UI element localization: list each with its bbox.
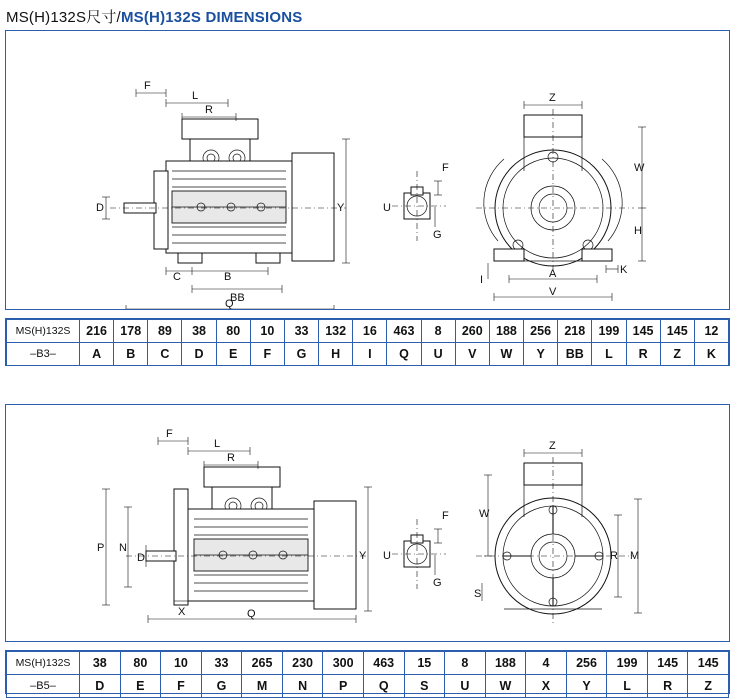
dim-label-Y-b3: Y xyxy=(337,202,345,214)
b5-drawing-panel xyxy=(5,404,730,642)
b3-value-18: 12 xyxy=(694,320,728,343)
b3-value-16: 145 xyxy=(626,320,660,343)
b3-value-2: 89 xyxy=(148,320,182,343)
b3-letter-4: E xyxy=(216,343,250,366)
dim-label-Q-b5: Q xyxy=(247,608,256,620)
b5-letter-14: R xyxy=(647,675,688,698)
b5-letter-4: M xyxy=(242,675,283,698)
b3-letter-17: Z xyxy=(660,343,694,366)
b5-type-label: –B5– xyxy=(7,675,80,698)
dim-label-U-b5: U xyxy=(383,550,391,562)
b3-value-3: 38 xyxy=(182,320,216,343)
b5-letter-5: N xyxy=(282,675,323,698)
b3-row-label: MS(H)132S xyxy=(7,320,80,343)
b3-value-17: 145 xyxy=(660,320,694,343)
page-title xyxy=(6,6,302,27)
dim-label-W-b5: W xyxy=(479,508,490,520)
dim-label-Z-b3: Z xyxy=(549,92,556,104)
dim-label-U-b3: U xyxy=(383,202,391,214)
b3-drawing xyxy=(6,31,729,309)
b3-letter-0: A xyxy=(80,343,114,366)
b3-value-12: 188 xyxy=(489,320,523,343)
b3-value-11: 260 xyxy=(455,320,489,343)
b3-value-14: 218 xyxy=(558,320,592,343)
b3-value-9: 463 xyxy=(387,320,421,343)
b3-letter-9: Q xyxy=(387,343,421,366)
dim-label-L-b3: L xyxy=(192,90,199,102)
b3-letter-15: L xyxy=(592,343,626,366)
dim-label-Y-b5: Y xyxy=(359,550,367,562)
table-row xyxy=(7,675,729,698)
b3-letter-2: C xyxy=(148,343,182,366)
b5-dimension-table xyxy=(6,651,729,698)
dim-label-Q-b3: Q xyxy=(225,298,234,309)
b5-letter-11: X xyxy=(526,675,567,698)
dim-label-C-b3: C xyxy=(173,271,181,283)
b5-value-8: 15 xyxy=(404,652,445,675)
b5-letter-6: P xyxy=(323,675,364,698)
b5-value-1: 80 xyxy=(120,652,161,675)
dim-label-P-b5: P xyxy=(97,542,105,554)
b5-value-4: 265 xyxy=(242,652,283,675)
b5-letter-12: Y xyxy=(566,675,607,698)
page-title-en: MS(H)132S DIMENSIONS xyxy=(120,9,303,26)
b5-letter-7: Q xyxy=(363,675,404,698)
b3-value-7: 132 xyxy=(319,320,353,343)
b3-value-13: 256 xyxy=(524,320,558,343)
b5-letter-1: E xyxy=(120,675,161,698)
b3-letter-7: H xyxy=(319,343,353,366)
b5-value-15: 145 xyxy=(688,652,729,675)
dim-label-F-b3: F xyxy=(144,80,151,92)
b5-letter-3: G xyxy=(201,675,242,698)
dim-label-A-b3: A xyxy=(549,268,557,280)
dim-label-R-b3: R xyxy=(205,104,213,116)
b5-value-6: 300 xyxy=(323,652,364,675)
b3-drawing-panel xyxy=(5,30,730,310)
dim-label-B-b3: B xyxy=(224,271,232,283)
b3-letter-18: K xyxy=(694,343,728,366)
dim-label-R-b5: R xyxy=(610,550,618,562)
b5-value-13: 199 xyxy=(607,652,648,675)
b3-letter-13: Y xyxy=(524,343,558,366)
b5-value-5: 230 xyxy=(282,652,323,675)
table-row xyxy=(7,320,729,343)
dim-label-X-b5: X xyxy=(178,606,186,618)
b5-value-12: 256 xyxy=(566,652,607,675)
dim-label-V-b3: V xyxy=(549,286,557,298)
b3-letter-10: U xyxy=(421,343,455,366)
dim-label-I-b3: I xyxy=(480,274,484,286)
b5-value-11: 4 xyxy=(526,652,567,675)
b3-letter-12: W xyxy=(489,343,523,366)
b3-value-0: 216 xyxy=(80,320,114,343)
b5-value-7: 463 xyxy=(363,652,404,675)
dim-label-F-b5: F xyxy=(166,428,173,440)
b3-letter-3: D xyxy=(182,343,216,366)
dim-label-H-b3: H xyxy=(634,225,642,237)
b3-value-1: 178 xyxy=(114,320,148,343)
b3-value-8: 16 xyxy=(353,320,387,343)
b3-value-10: 8 xyxy=(421,320,455,343)
b5-value-3: 33 xyxy=(201,652,242,675)
dim-label-Z-b5: Z xyxy=(549,440,556,452)
b5-value-9: 8 xyxy=(445,652,486,675)
b5-letter-9: U xyxy=(445,675,486,698)
dim-label-F-detail-b3: F xyxy=(442,162,449,174)
b3-table-panel xyxy=(5,318,730,366)
dim-label-W-b3: W xyxy=(634,162,645,174)
b5-letter-10: W xyxy=(485,675,526,698)
b3-letter-5: F xyxy=(250,343,284,366)
b3-type-label: –B3– xyxy=(7,343,80,366)
b5-drawing xyxy=(6,405,729,641)
b5-table-panel xyxy=(5,650,730,694)
dim-label-D-b3: D xyxy=(96,202,104,214)
b5-letter-2: F xyxy=(161,675,202,698)
dim-label-R-b5: R xyxy=(227,452,235,464)
b5-row-label: MS(H)132S xyxy=(7,652,80,675)
b3-value-5: 10 xyxy=(250,320,284,343)
b3-dimension-table xyxy=(6,319,729,366)
table-row xyxy=(7,343,729,366)
b3-letter-14: BB xyxy=(558,343,592,366)
dim-label-G-b3: G xyxy=(433,229,442,241)
b5-value-0: 38 xyxy=(80,652,121,675)
dim-label-G-b5: G xyxy=(433,577,442,589)
b3-letter-6: G xyxy=(284,343,318,366)
table-row xyxy=(7,652,729,675)
dim-label-N-b5: N xyxy=(119,542,127,554)
b5-value-14: 145 xyxy=(647,652,688,675)
dim-label-D-b5: D xyxy=(137,552,145,564)
dim-label-K-b3: K xyxy=(620,264,628,276)
dim-label-M-b5: M xyxy=(630,550,640,562)
b3-letter-1: B xyxy=(114,343,148,366)
b3-letter-11: V xyxy=(455,343,489,366)
b5-letter-13: L xyxy=(607,675,648,698)
dim-label-L-b5: L xyxy=(214,438,221,450)
b5-letter-0: D xyxy=(80,675,121,698)
dim-label-BB-b3: BB xyxy=(230,292,245,304)
dim-label-S-b5: S xyxy=(474,588,482,600)
b5-letter-8: S xyxy=(404,675,445,698)
b3-letter-8: I xyxy=(353,343,387,366)
b5-value-2: 10 xyxy=(161,652,202,675)
dim-label-F-detail-b5: F xyxy=(442,510,449,522)
b5-value-10: 188 xyxy=(485,652,526,675)
page-title-cn: MS(H)132S尺寸/ xyxy=(6,9,121,26)
b3-letter-16: R xyxy=(626,343,660,366)
b3-value-15: 199 xyxy=(592,320,626,343)
b3-value-4: 80 xyxy=(216,320,250,343)
b3-value-6: 33 xyxy=(284,320,318,343)
b5-letter-15: Z xyxy=(688,675,729,698)
